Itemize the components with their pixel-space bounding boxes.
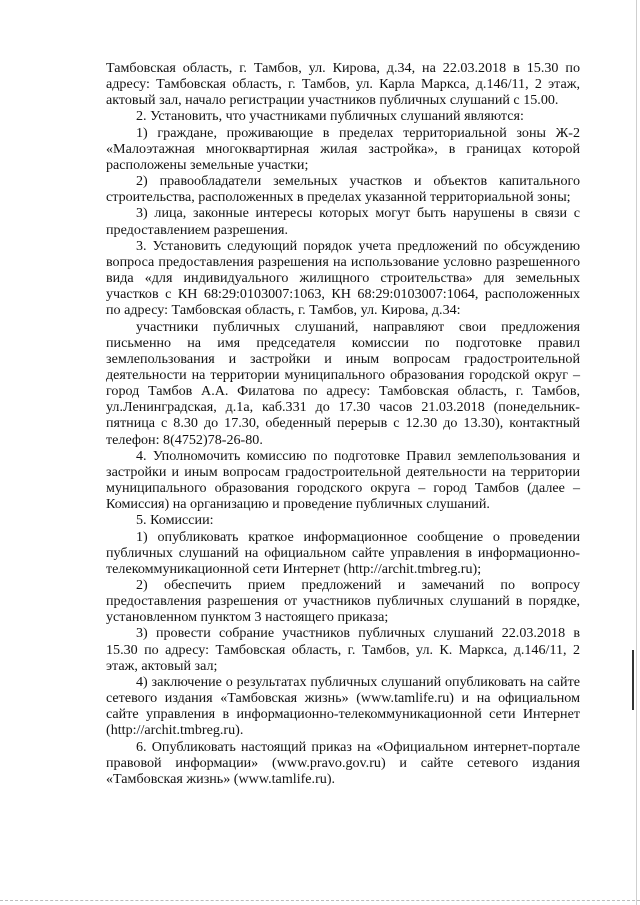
document-body bbox=[106, 60, 580, 787]
paragraph-item-2-2: 2) правообладатели земельных участков и объектов капитального строительства, расположенных в пределах указанной территориальной зоны; bbox=[106, 173, 580, 206]
paragraph-item-3-details: участники публичных слушаний, направляют свои предложения письменно на имя председателя комиссии по подготовке правил землепользования и застройки и иным вопросам градостроительной деятельности на территории муниципального образования городской округ – город Тамбов А.А. Филатова по адресу: Тамбовская область, г. Тамбов, ул.Ленинградская, д.1а, каб.331 до 17.30 часов 21.03.2018 (понедельник-пятница с 8.30 до 17.30, обеденный перерыв с 12.30 до 13.30), контактный телефон: 8(4752)78-26-80. bbox=[106, 318, 580, 448]
scan-artifact-mark bbox=[632, 650, 634, 710]
paragraph-item-3: 3. Установить следующий порядок учета предложений по обсуждению вопроса предоставления разрешения на использование условно разрешенного вида «для индивидуального жилищного строительства» для земельных участков с КН 68:29:0103007:1063, КН 68:29:0103007:1064, расположенных по адресу: Тамбовская область, г. Тамбов, ул. Кирова, д.34: bbox=[106, 237, 580, 319]
paragraph-item-5-3: 3) провести собрание участников публичных слушаний 22.03.2018 в 15.30 по адресу: Тамбовская область, г. Тамбов, ул. К. Маркса, д.146/11, 2 этаж, актовый зал; bbox=[106, 625, 580, 674]
paragraph-item-2-1: 1) граждане, проживающие в пределах территориальной зоны Ж-2 «Малоэтажная многоквартирная жилая застройка», в границах которой расположены земельные участки; bbox=[106, 124, 580, 173]
paragraph-item-5: 5. Комиссии: bbox=[136, 512, 214, 529]
scan-right-edge bbox=[636, 0, 640, 905]
paragraph-item-4: 4. Уполномочить комиссию по подготовке Правил землепользования и застройки и иным вопросам градостроительной деятельности на территории муниципального образования городского округа – город Тамбов (далее – Комиссия) на организацию и проведение публичных слушаний. bbox=[106, 447, 580, 513]
paragraph-item-5-1: 1) опубликовать краткое информационное сообщение о проведении публичных слушаний на официальном сайте управления в информационно-телекоммуникационной сети Интернет (http://archit.tmbreg.ru); bbox=[106, 528, 580, 577]
scan-bottom-edge bbox=[0, 900, 640, 901]
paragraph-item-5-2: 2) обеспечить прием предложений и замечаний по вопросу предоставления разрешения от участников публичных слушаний в порядке, установленном пунктом 3 настоящего приказа; bbox=[106, 577, 580, 626]
paragraph-item-5-4: 4) заключение о результатах публичных слушаний опубликовать на сайте сетевого издания «Тамбовская жизнь» (www.tamlife.ru) и на официальном сайте управления в информационно-телекоммуникационной сети Интернет (http://archit.tmbreg.ru). bbox=[106, 673, 580, 739]
paragraph-item-2: 2. Установить, что участниками публичных слушаний являются: bbox=[136, 108, 524, 125]
paragraph-item-6: 6. Опубликовать настоящий приказ на «Официальном интернет-портале правовой информации» (www.pravo.gov.ru) и сайте сетевого издания «Тамбовская жизнь» (www.tamlife.ru). bbox=[106, 738, 580, 787]
paragraph-venue: Тамбовская область, г. Тамбов, ул. Кирова, д.34, на 22.03.2018 в 15.30 по адресу: Тамбовская область, г. Тамбов, ул. Карла Маркса, д.146/11, 2 этаж, актовый зал, начало регистрации участников публичных слушаний с 15.00. bbox=[106, 60, 580, 109]
paragraph-item-2-3: 3) лица, законные интересы которых могут быть нарушены в связи с предоставлением разрешения. bbox=[106, 205, 580, 238]
